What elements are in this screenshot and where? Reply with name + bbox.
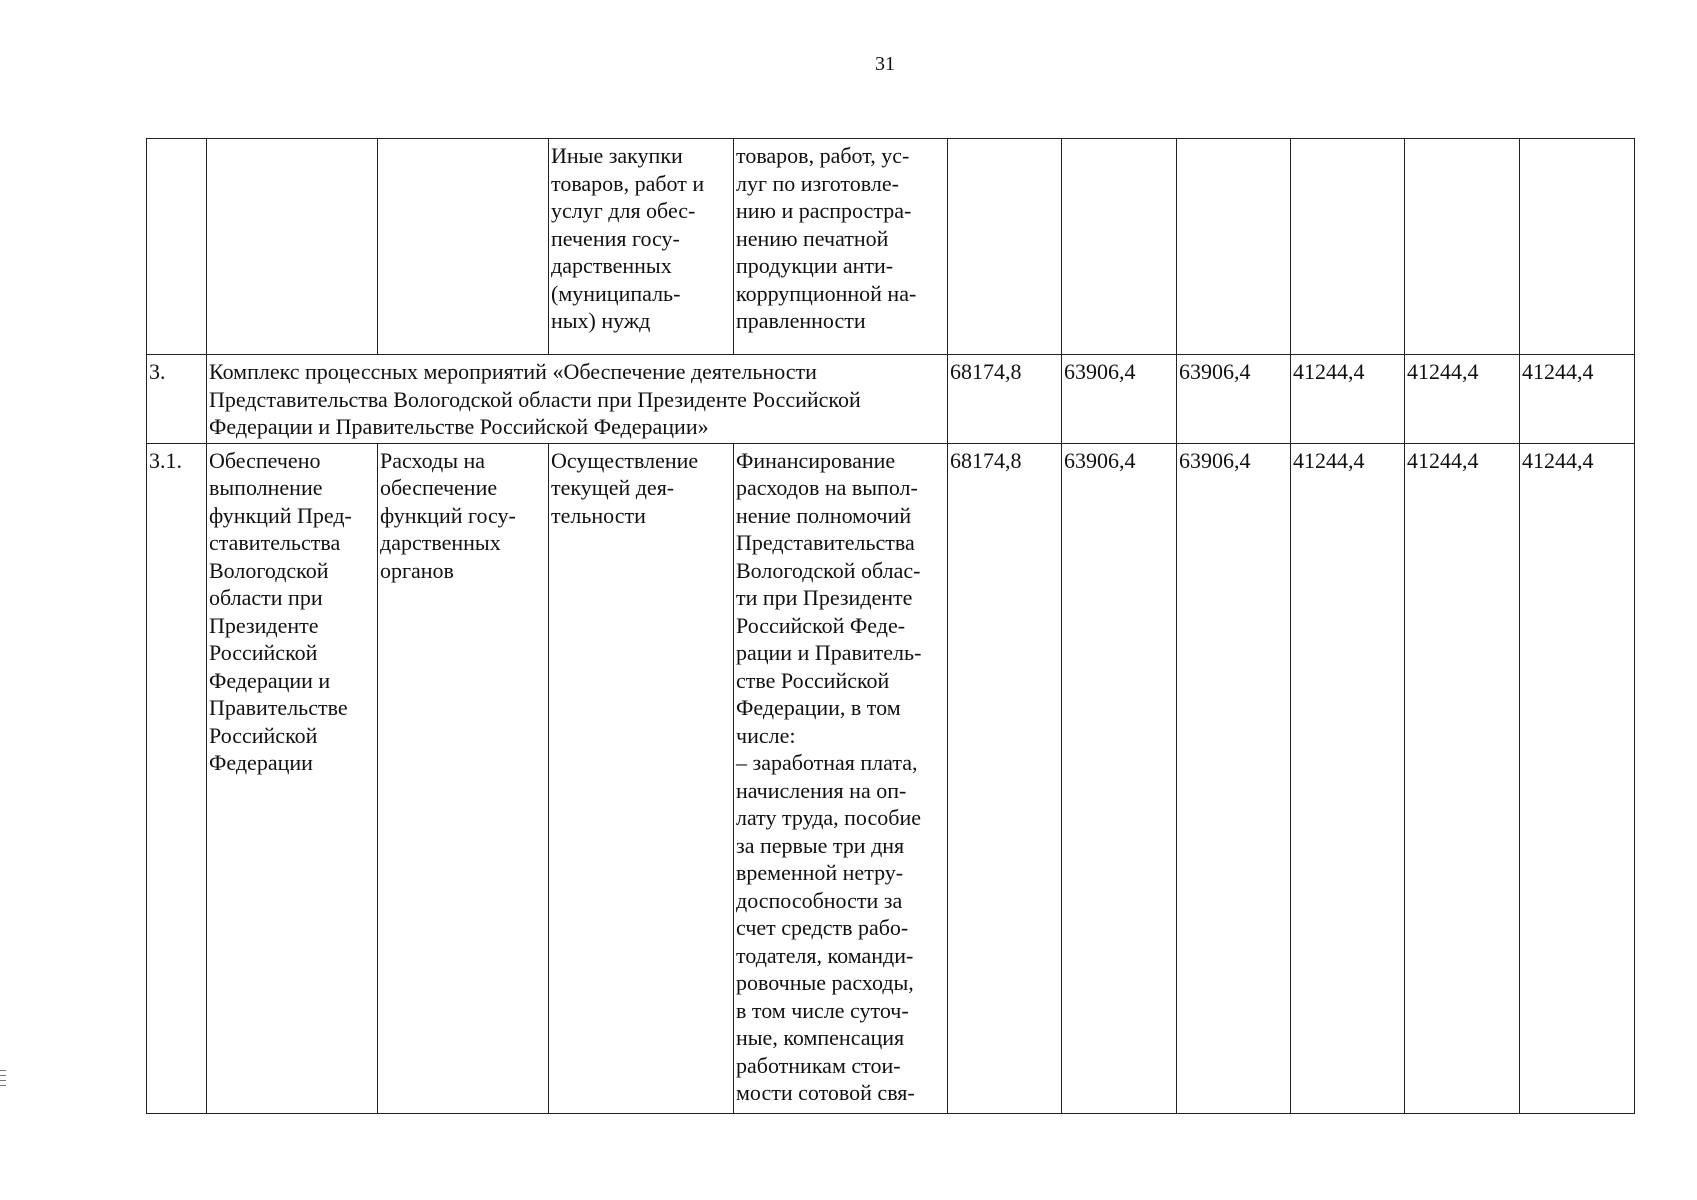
table-row bbox=[147, 355, 1635, 444]
row-number: 3. bbox=[147, 355, 207, 444]
table-cell bbox=[147, 139, 207, 355]
page-number: 31 bbox=[875, 53, 895, 75]
table-cell bbox=[1520, 139, 1635, 355]
table-cell bbox=[1291, 139, 1405, 355]
value-cell: 63906,4 bbox=[1062, 355, 1177, 444]
expense-type-cell: Расходы на обеспечение функций госу- дарственных органов bbox=[378, 443, 549, 1113]
value-cell: 63906,4 bbox=[1177, 355, 1291, 444]
result-cell: Обеспечено выполнение функций Пред- ставительства Вологодской области при Президенте Российской Федерации и Правительстве Российской Федерации bbox=[207, 443, 378, 1113]
scan-edge-marks bbox=[0, 1070, 8, 1094]
table-cell: товаров, работ, ус- луг по изготовле- нию и распростра- нению печатной продукции анти- коррупционной на- правленности bbox=[734, 139, 948, 355]
value-cell: 63906,4 bbox=[1062, 443, 1177, 1113]
table-row bbox=[147, 139, 1635, 355]
table-cell bbox=[378, 139, 549, 355]
table-cell bbox=[1062, 139, 1177, 355]
value-cell: 68174,8 bbox=[948, 355, 1062, 444]
description-cell: Финансирование расходов на выпол- нение полномочий Представительства Вологодской облас- ти при Президенте Российской Феде- рации и Правитель- стве Российской Федерации, в том числе: – заработная плата, начисления на оп- лату труда, пособие за первые три дня временной нетру- доспособности за счет средств рабо- тодателя, команди- ровочные расходы, в том числе суточ- ные, компенсация работникам стои- мости сотовой свя- bbox=[734, 443, 948, 1113]
row-number: 3.1. bbox=[147, 443, 207, 1113]
complex-title: Комплекс процессных мероприятий «Обеспечение деятельности Представительства Вологодской области при Президенте Российской Федерации и Правительстве Российской Федерации» bbox=[207, 355, 948, 444]
table-cell: Иные закупки товаров, работ и услуг для обес- печения госу- дарственных (муниципаль- ных) нужд bbox=[549, 139, 734, 355]
table-cell bbox=[207, 139, 378, 355]
value-cell: 63906,4 bbox=[1177, 443, 1291, 1113]
table-cell bbox=[948, 139, 1062, 355]
budget-table bbox=[146, 138, 1635, 1114]
table-cell bbox=[1405, 139, 1520, 355]
activity-cell: Осуществление текущей дея- тельности bbox=[549, 443, 734, 1113]
table-row bbox=[147, 443, 1635, 1113]
value-cell: 41244,4 bbox=[1291, 355, 1405, 444]
value-cell: 41244,4 bbox=[1291, 443, 1405, 1113]
table-cell bbox=[1177, 139, 1291, 355]
value-cell: 41244,4 bbox=[1520, 355, 1635, 444]
value-cell: 41244,4 bbox=[1405, 355, 1520, 444]
value-cell: 41244,4 bbox=[1520, 443, 1635, 1113]
value-cell: 41244,4 bbox=[1405, 443, 1520, 1113]
value-cell: 68174,8 bbox=[948, 443, 1062, 1113]
